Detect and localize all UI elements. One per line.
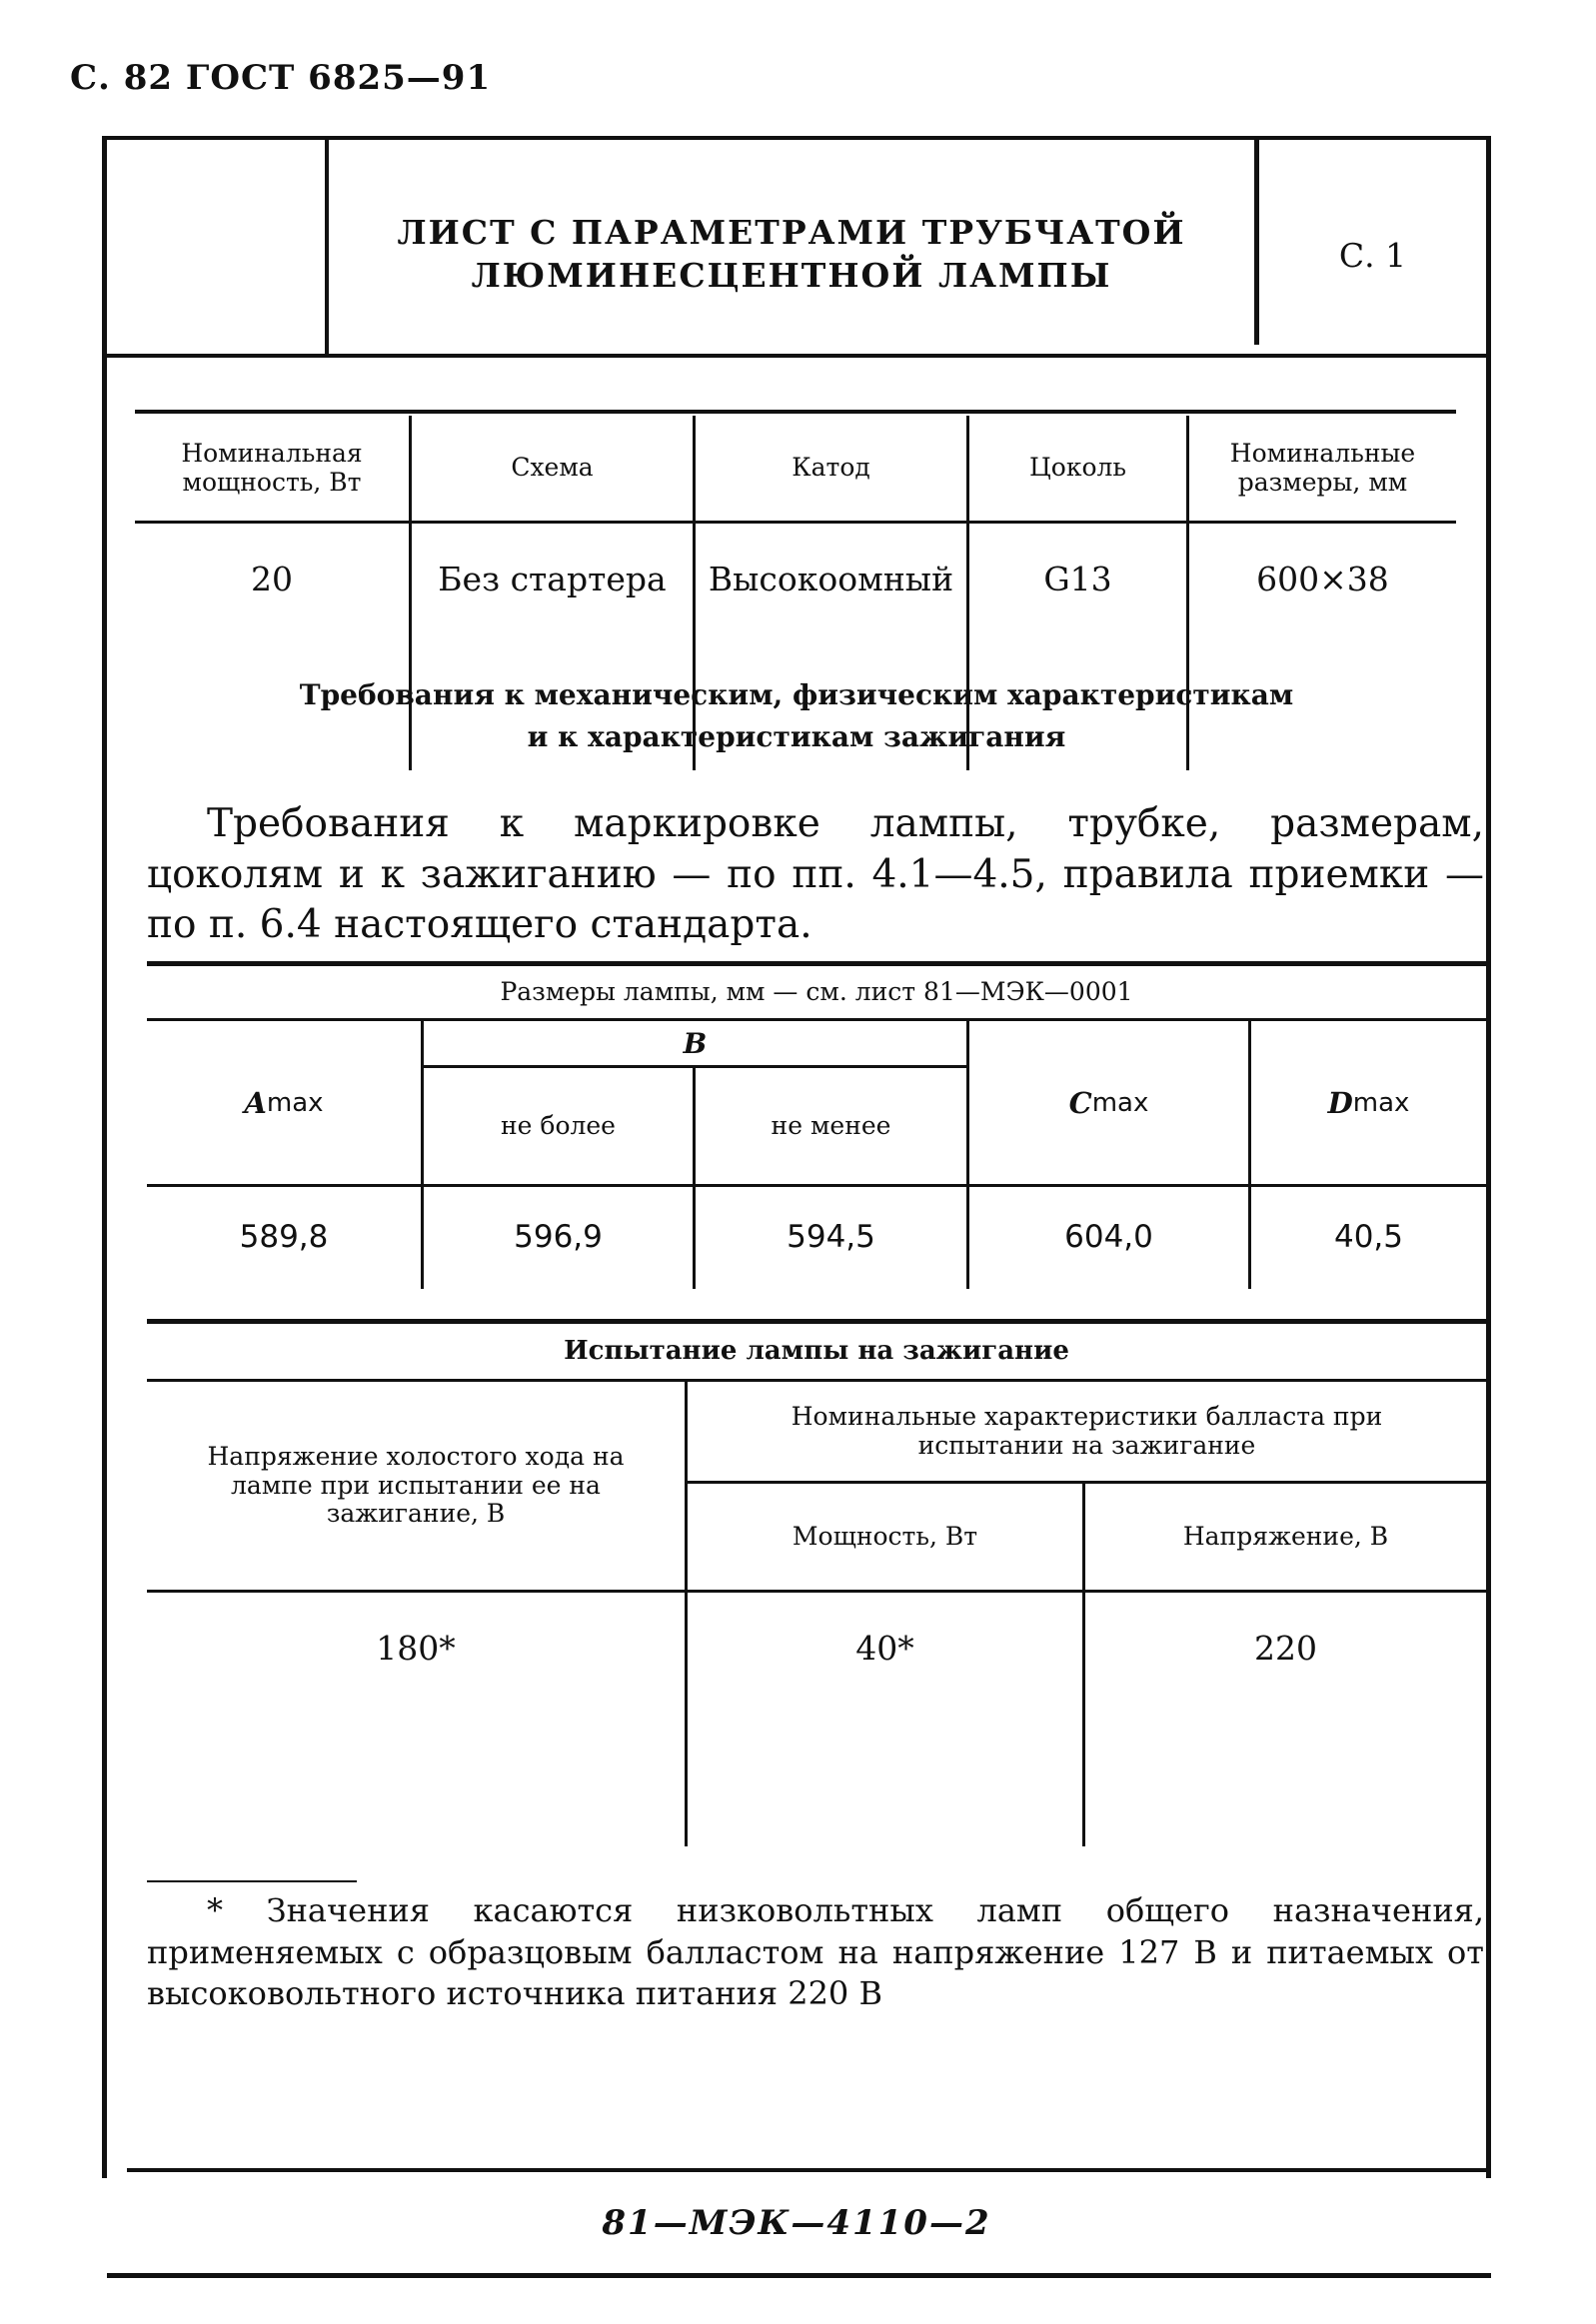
requirements-text: Требования к маркировке лампы, трубке, размерам, цоколям и к зажиганию — по пп. 4.1—4.5, правила приемки — по п. 6.4 настоящего стандарта.	[147, 801, 1484, 948]
ignition-caption: Испытание лампы на зажигание	[564, 1336, 1069, 1366]
header-dimensions: Номинальные размеры, мм	[1229, 438, 1416, 497]
ignition-voltage-value: 180*	[376, 1628, 456, 1668]
dim-c-value: 604,0	[1064, 1219, 1153, 1255]
dim-a-letter: A	[244, 1085, 267, 1120]
dim-a-header	[147, 1021, 421, 1184]
sheet-title-line2: ЛЮМИНЕСЦЕНТНОЙ ЛАМПЫ	[471, 256, 1112, 295]
value-power: 20	[251, 559, 293, 598]
header-scheme: Схема	[511, 453, 594, 483]
header-power: Номинальная мощность, Вт	[181, 438, 363, 497]
dim-b-max-header: не более	[501, 1110, 616, 1140]
sheet-page-label: С. 1	[1338, 235, 1407, 275]
ignition-power-value: 40*	[855, 1628, 914, 1668]
dim-c-sub: max	[1091, 1087, 1149, 1118]
dim-b-max-value: 596,9	[514, 1219, 603, 1255]
ignition-voltage-header: Напряжение холостого хода на лампе при испытании ее на зажигание, В	[207, 1441, 625, 1529]
value-cathode: Высокоомный	[708, 559, 954, 598]
sheet-title	[329, 200, 1254, 310]
header-cathode: Катод	[792, 453, 870, 483]
footnote: * Значения касаются низковольтных ламп общего назначения, применяемых с образцовым балластом на напряжение 127 В и питаемых от высоковольтного источника питания 220 В	[147, 1891, 1484, 2013]
header-base: Цоколь	[1028, 453, 1127, 483]
ignition-power-header: Мощность, Вт	[792, 1521, 978, 1551]
dim-b-min-value: 594,5	[787, 1219, 875, 1255]
value-dimensions: 600×38	[1256, 559, 1389, 598]
value-scheme: Без стартера	[438, 559, 667, 598]
sheet-number: 81—МЭК—4110—2	[602, 2202, 991, 2243]
dim-a-sub: max	[266, 1087, 324, 1118]
ignition-volt-header: Напряжение, В	[1182, 1521, 1389, 1551]
dim-d-sub: max	[1352, 1087, 1410, 1118]
dim-b-min-header: не менее	[771, 1110, 891, 1140]
requirements-title	[107, 671, 1486, 761]
page-header: С. 82 ГОСТ 6825—91	[70, 58, 492, 98]
value-base: G13	[1043, 559, 1112, 598]
dim-d-value: 40,5	[1333, 1219, 1404, 1255]
ignition-ballast-header: Номинальные характеристики балласта при испытании на зажигание	[791, 1401, 1383, 1460]
ignition-volt-value: 220	[1254, 1628, 1317, 1668]
dim-d-letter: D	[1327, 1085, 1353, 1120]
sheet-title-line1: ЛИСТ С ПАРАМЕТРАМИ ТРУБЧАТОЙ	[397, 213, 1186, 253]
dim-c-header	[969, 1021, 1248, 1184]
requirements-title-line2: и к характеристикам зажигания	[527, 720, 1066, 753]
dims-caption: Размеры лампы, мм — см. лист 81—МЭК—0001	[500, 976, 1133, 1006]
dim-d-header	[1251, 1021, 1486, 1184]
dim-b-header: B	[683, 1026, 708, 1060]
sheet-frame	[102, 136, 1491, 2243]
dim-a-value: 589,8	[239, 1219, 329, 1255]
dim-c-letter: C	[1068, 1085, 1092, 1120]
requirements-title-line1: Требования к механическим, физическим характеристикам	[299, 678, 1294, 711]
